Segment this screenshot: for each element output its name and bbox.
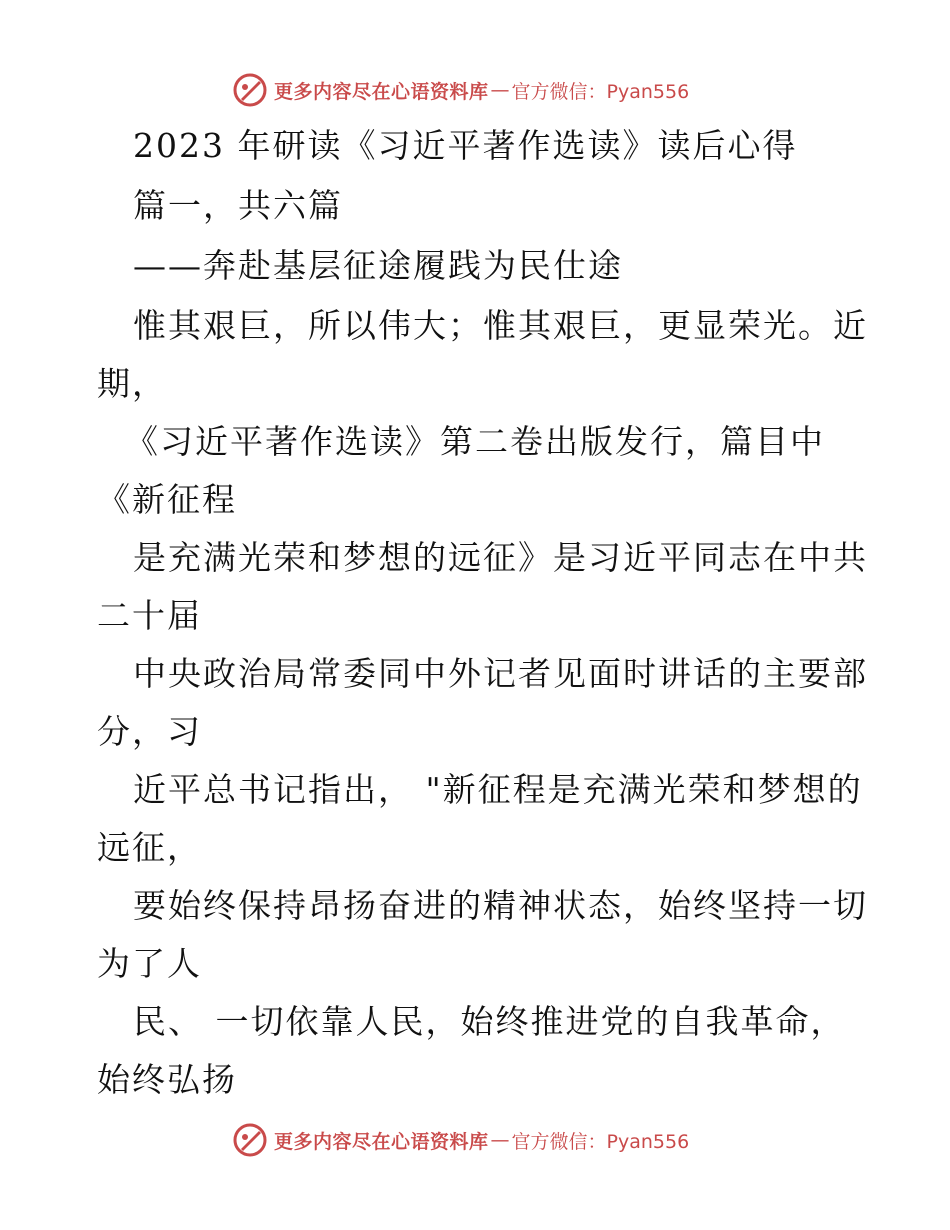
banner-separator: — (490, 79, 510, 101)
paragraph-line: 《新征程 (97, 480, 237, 519)
paragraph-line: 民、 一切依靠人民，始终推进党的自我革命， (133, 1002, 846, 1041)
banner-separator: — (490, 1129, 510, 1151)
paragraph-line: 要始终保持昂扬奋进的精神状态，始终坚持一切 (133, 886, 868, 925)
logo-icon (232, 72, 268, 108)
paragraph-line: 《习近平著作选读》第二卷出版发行，篇目中 (125, 422, 825, 461)
logo-icon (232, 1122, 268, 1158)
paragraph-line: 为了人 (97, 944, 202, 983)
footer-banner (232, 1120, 689, 1160)
paragraph-line: 期， (97, 364, 167, 403)
paragraph-line: 远征， (97, 828, 202, 867)
paragraph-line: 中央政治局常委同中外记者见面时讲话的主要部 (133, 654, 868, 693)
paragraph-line: 二十届 (97, 596, 202, 635)
document-heading: ——奔赴基层征途履践为民仕途 (133, 246, 623, 285)
document-subtitle: 篇一，共六篇 (133, 186, 343, 225)
paragraph-line: 分，习 (97, 712, 202, 751)
banner-brand: 更多内容尽在心语资料库 (274, 1130, 489, 1153)
banner-contact: 官方微信：Pyan556 (511, 80, 690, 103)
paragraph-line: 始终弘扬 (97, 1060, 237, 1099)
paragraph-line: 近平总书记指出， "新征程是充满光荣和梦想的 (133, 770, 863, 809)
paragraph-line: 惟其艰巨，所以伟大；惟其艰巨，更显荣光。近 (133, 306, 868, 345)
header-banner (232, 70, 689, 110)
banner-contact: 官方微信：Pyan556 (511, 1130, 690, 1153)
banner-brand: 更多内容尽在心语资料库 (274, 80, 489, 103)
paragraph-line: 是充满光荣和梦想的远征》是习近平同志在中共 (133, 538, 868, 577)
document-title: 2023 年研读《习近平著作选读》读后心得 (133, 126, 798, 165)
